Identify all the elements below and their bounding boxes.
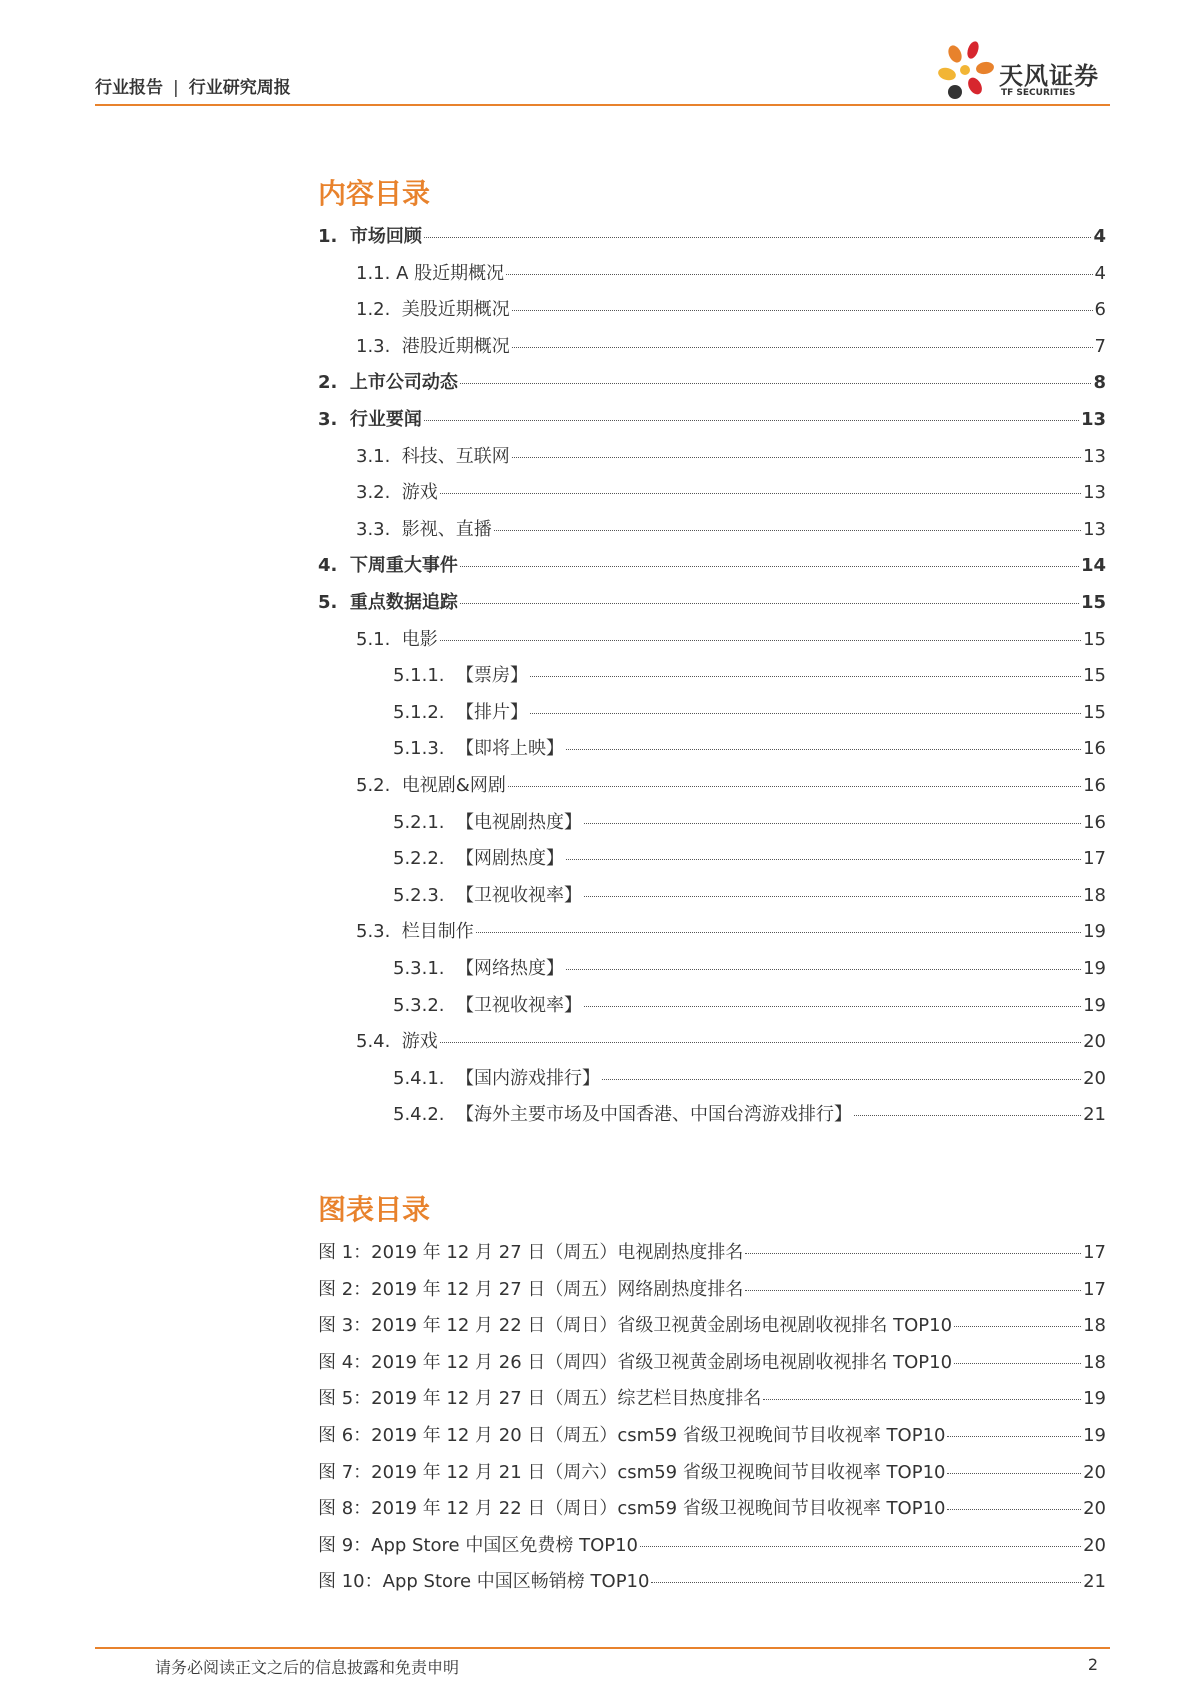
dot-leader: [460, 603, 1079, 604]
page-number: 2: [1087, 1655, 1098, 1674]
entry-page: 13: [1080, 409, 1106, 430]
entry-label: 栏目制作: [401, 921, 474, 943]
figure-entry[interactable]: [318, 1421, 1106, 1447]
entry-label: 图 8：2019 年 12 月 22 日（周日）csm59 省级卫视晚间节目收视率 TOP10: [318, 1498, 946, 1520]
dot-leader: [584, 823, 1081, 824]
entry-label: 【国内游戏排行】: [455, 1067, 600, 1089]
dot-leader: [566, 969, 1081, 970]
entry-page: 4: [1093, 226, 1106, 247]
dot-leader: [640, 1546, 1081, 1547]
entry-label: 【卫视收视率】: [455, 884, 582, 906]
entry-page: 19: [1083, 994, 1106, 1016]
dot-leader: [424, 237, 1092, 238]
figures-title: 图表目录: [318, 1193, 431, 1226]
entry-label: 【即将上映】: [455, 738, 564, 760]
entry-page: 20: [1083, 1534, 1106, 1556]
toc-entry[interactable]: [318, 917, 1106, 943]
entry-number: 5.2.3.: [393, 884, 456, 906]
toc-entry[interactable]: [318, 551, 1106, 577]
entry-page: 6: [1094, 299, 1106, 321]
entry-label: 【卫视收视率】: [455, 994, 582, 1016]
entry-page: 13: [1083, 445, 1106, 467]
dot-leader: [947, 1436, 1081, 1437]
entry-page: 16: [1083, 775, 1106, 796]
entry-number: 5.: [318, 592, 350, 613]
entry-page: 19: [1083, 1388, 1106, 1410]
entry-label: 电视剧&网剧: [401, 775, 506, 796]
dot-leader: [602, 1079, 1081, 1080]
toc-title: 内容目录: [318, 177, 431, 210]
entry-number: 5.1.2.: [393, 701, 456, 723]
entry-label: 市场回顾: [349, 226, 422, 247]
entry-page: 19: [1083, 1425, 1106, 1446]
dot-leader: [530, 676, 1081, 677]
entry-page: 18: [1083, 1315, 1106, 1337]
page-header: [95, 40, 1110, 106]
entry-page: 20: [1083, 1461, 1106, 1483]
entry-page: 21: [1083, 1104, 1106, 1126]
figure-entry[interactable]: [318, 1275, 1106, 1301]
entry-label: 游戏: [401, 482, 438, 504]
dot-leader: [494, 530, 1081, 531]
entry-page: 20: [1083, 1031, 1106, 1053]
toc-entry[interactable]: [318, 734, 1106, 760]
entry-label: 行业要闻: [349, 409, 422, 430]
entry-number: 5.2.: [356, 775, 402, 796]
entry-page: 19: [1083, 921, 1106, 943]
entry-number: 3.3.: [356, 518, 402, 540]
figure-entry[interactable]: [318, 1238, 1106, 1264]
entry-label: 【网络热度】: [455, 958, 564, 979]
dot-leader: [651, 1582, 1081, 1583]
toc-entry[interactable]: [318, 844, 1106, 870]
entry-page: 17: [1083, 1278, 1106, 1300]
dot-leader: [566, 749, 1081, 750]
logo-english-name: TF SECURITIES: [1001, 88, 1076, 98]
dot-leader: [854, 1115, 1081, 1116]
entry-page: 13: [1083, 482, 1106, 504]
entry-page: 16: [1083, 811, 1106, 833]
toc-entry[interactable]: [318, 588, 1106, 614]
entry-page: 8: [1093, 372, 1106, 394]
figure-entry[interactable]: [318, 1348, 1106, 1374]
entry-label: 上市公司动态: [349, 372, 458, 394]
entry-page: 18: [1083, 884, 1106, 906]
figure-entry[interactable]: [318, 1311, 1106, 1337]
dot-leader: [508, 786, 1081, 787]
entry-label: 图 6：2019 年 12 月 20 日（周五）csm59 省级卫视晚间节目收视率 TOP10: [318, 1425, 946, 1446]
entry-number: 2.: [318, 372, 350, 394]
toc-entry[interactable]: [318, 259, 1106, 285]
entry-number: 5.1.3.: [393, 738, 456, 760]
entry-number: 5.3.1.: [393, 958, 456, 979]
entry-label: 图 10：App Store 中国区畅销榜 TOP10: [318, 1571, 650, 1593]
toc-entry[interactable]: [318, 698, 1106, 724]
entry-number: 5.3.2.: [393, 994, 456, 1016]
toc-entry[interactable]: [318, 405, 1106, 431]
header-subcategory: 行业研究周报: [188, 78, 291, 98]
header-report-type: [95, 73, 291, 98]
entry-label: 【海外主要市场及中国香港、中国台湾游戏排行】: [455, 1104, 852, 1126]
entry-page: 15: [1083, 628, 1106, 650]
entry-number: 1.2.: [356, 299, 402, 321]
entry-number: 4.: [318, 555, 350, 577]
dot-leader: [506, 274, 1092, 275]
entry-page: 14: [1080, 555, 1106, 577]
toc-entry[interactable]: [318, 442, 1106, 468]
entry-label: 游戏: [401, 1031, 438, 1053]
entry-page: 17: [1083, 848, 1106, 870]
toc-entry[interactable]: [318, 478, 1106, 504]
entry-label: 图 1：2019 年 12 月 27 日（周五）电视剧热度排名: [318, 1242, 744, 1263]
entry-number: 1.3.: [356, 335, 402, 357]
entry-label: 图 4：2019 年 12 月 26 日（周四）省级卫视黄金剧场电视剧收视排名 TOP10: [318, 1351, 953, 1373]
toc-entry[interactable]: [318, 625, 1106, 651]
entry-page: 19: [1083, 958, 1106, 979]
tf-securities-logo: [935, 40, 1110, 104]
entry-page: 15: [1083, 701, 1106, 723]
toc-entry[interactable]: [318, 808, 1106, 834]
logo-chinese-name: 天风证券: [999, 62, 1099, 90]
entry-label: 图 9：App Store 中国区免费榜 TOP10: [318, 1534, 639, 1556]
entry-label: A 股近期概况: [396, 262, 505, 284]
toc-entry[interactable]: [318, 771, 1106, 797]
dot-leader: [512, 310, 1093, 311]
entry-number: 1.: [318, 226, 350, 247]
entry-page: 18: [1083, 1351, 1106, 1373]
dot-leader: [763, 1399, 1081, 1400]
toc-entry[interactable]: [318, 295, 1106, 321]
entry-label: 图 3：2019 年 12 月 22 日（周日）省级卫视黄金剧场电视剧收视排名 TOP10: [318, 1315, 953, 1337]
toc-entry[interactable]: [318, 1100, 1106, 1126]
entry-label: 重点数据追踪: [349, 592, 458, 613]
disclaimer-note: 请务必阅读正文之后的信息披露和免责申明: [155, 1658, 460, 1677]
dot-leader: [954, 1326, 1081, 1327]
dot-leader: [440, 640, 1081, 641]
figure-entry[interactable]: [318, 1384, 1106, 1410]
dot-leader: [440, 1042, 1081, 1043]
entry-number: 5.4.1.: [393, 1067, 456, 1089]
entry-label: 【排片】: [455, 701, 528, 723]
toc-entry[interactable]: [318, 1027, 1106, 1053]
entry-number: 5.2.2.: [393, 848, 456, 870]
entry-label: 【电视剧热度】: [455, 811, 582, 833]
entry-label: 图 7：2019 年 12 月 21 日（周六）csm59 省级卫视晚间节目收视率 TOP10: [318, 1461, 946, 1483]
entry-number: 3.2.: [356, 482, 402, 504]
entry-page: 16: [1083, 738, 1106, 760]
entry-page: 4: [1094, 262, 1106, 284]
toc-entry[interactable]: [318, 222, 1106, 248]
dot-leader: [460, 566, 1079, 567]
toc-entry[interactable]: [318, 954, 1106, 980]
figure-entry[interactable]: [318, 1494, 1106, 1520]
entry-label: 图 5：2019 年 12 月 27 日（周五）综艺栏目热度排名: [318, 1388, 762, 1410]
entry-label: 美股近期概况: [401, 299, 510, 321]
figure-entry[interactable]: [318, 1531, 1106, 1557]
dot-leader: [947, 1509, 1081, 1510]
dot-leader: [954, 1363, 1081, 1364]
toc-entry[interactable]: [318, 991, 1106, 1017]
entry-label: 科技、互联网: [401, 445, 510, 467]
page-footer: [95, 1647, 1110, 1677]
toc-entry[interactable]: [318, 332, 1106, 358]
entry-page: 13: [1083, 518, 1106, 540]
entry-label: 港股近期概况: [401, 335, 510, 357]
entry-number: 3.1.: [356, 445, 402, 467]
dot-leader: [947, 1473, 1081, 1474]
dot-leader: [440, 493, 1081, 494]
entry-page: 20: [1083, 1067, 1106, 1089]
toc-entry[interactable]: [318, 661, 1106, 687]
entry-page: 15: [1083, 665, 1106, 687]
entry-label: 【网剧热度】: [455, 848, 564, 870]
dot-leader: [745, 1253, 1081, 1254]
dot-leader: [584, 896, 1081, 897]
entry-label: 【票房】: [455, 665, 528, 687]
figure-entry[interactable]: [318, 1458, 1106, 1484]
dot-leader: [566, 859, 1081, 860]
dot-leader: [745, 1290, 1081, 1291]
entry-number: 5.4.: [356, 1031, 402, 1053]
entry-label: 下周重大事件: [349, 555, 458, 577]
entry-number: 5.2.1.: [393, 811, 456, 833]
dot-leader: [512, 457, 1081, 458]
entry-page: 21: [1083, 1571, 1106, 1593]
entry-number: 3.: [318, 409, 350, 430]
header-separator: |: [173, 78, 179, 98]
dot-leader: [512, 347, 1093, 348]
entry-page: 17: [1083, 1242, 1106, 1263]
entry-label: 影视、直播: [401, 518, 492, 540]
dot-leader: [530, 713, 1081, 714]
dot-leader: [424, 420, 1079, 421]
toc-entry[interactable]: [318, 515, 1106, 541]
entry-number: 5.1.1.: [393, 665, 456, 687]
dot-leader: [460, 383, 1092, 384]
entry-number: 5.4.2.: [393, 1104, 456, 1126]
dot-leader: [476, 932, 1081, 933]
entry-page: 7: [1094, 335, 1106, 357]
entry-label: 图 2：2019 年 12 月 27 日（周五）网络剧热度排名: [318, 1278, 744, 1300]
toc-entry[interactable]: [318, 368, 1106, 394]
toc-entry[interactable]: [318, 1064, 1106, 1090]
toc-entry[interactable]: [318, 881, 1106, 907]
entry-number: 5.1.: [356, 628, 402, 650]
header-category: 行业报告: [95, 78, 163, 98]
figure-entry[interactable]: [318, 1567, 1106, 1593]
entry-number: 5.3.: [356, 921, 402, 943]
tf-securities-flower-logo-icon: [935, 40, 999, 104]
entry-page: 15: [1080, 592, 1106, 613]
entry-label: 电影: [401, 628, 438, 650]
dot-leader: [584, 1006, 1081, 1007]
entry-page: 20: [1083, 1498, 1106, 1520]
entry-number: 1.1.: [356, 262, 397, 284]
